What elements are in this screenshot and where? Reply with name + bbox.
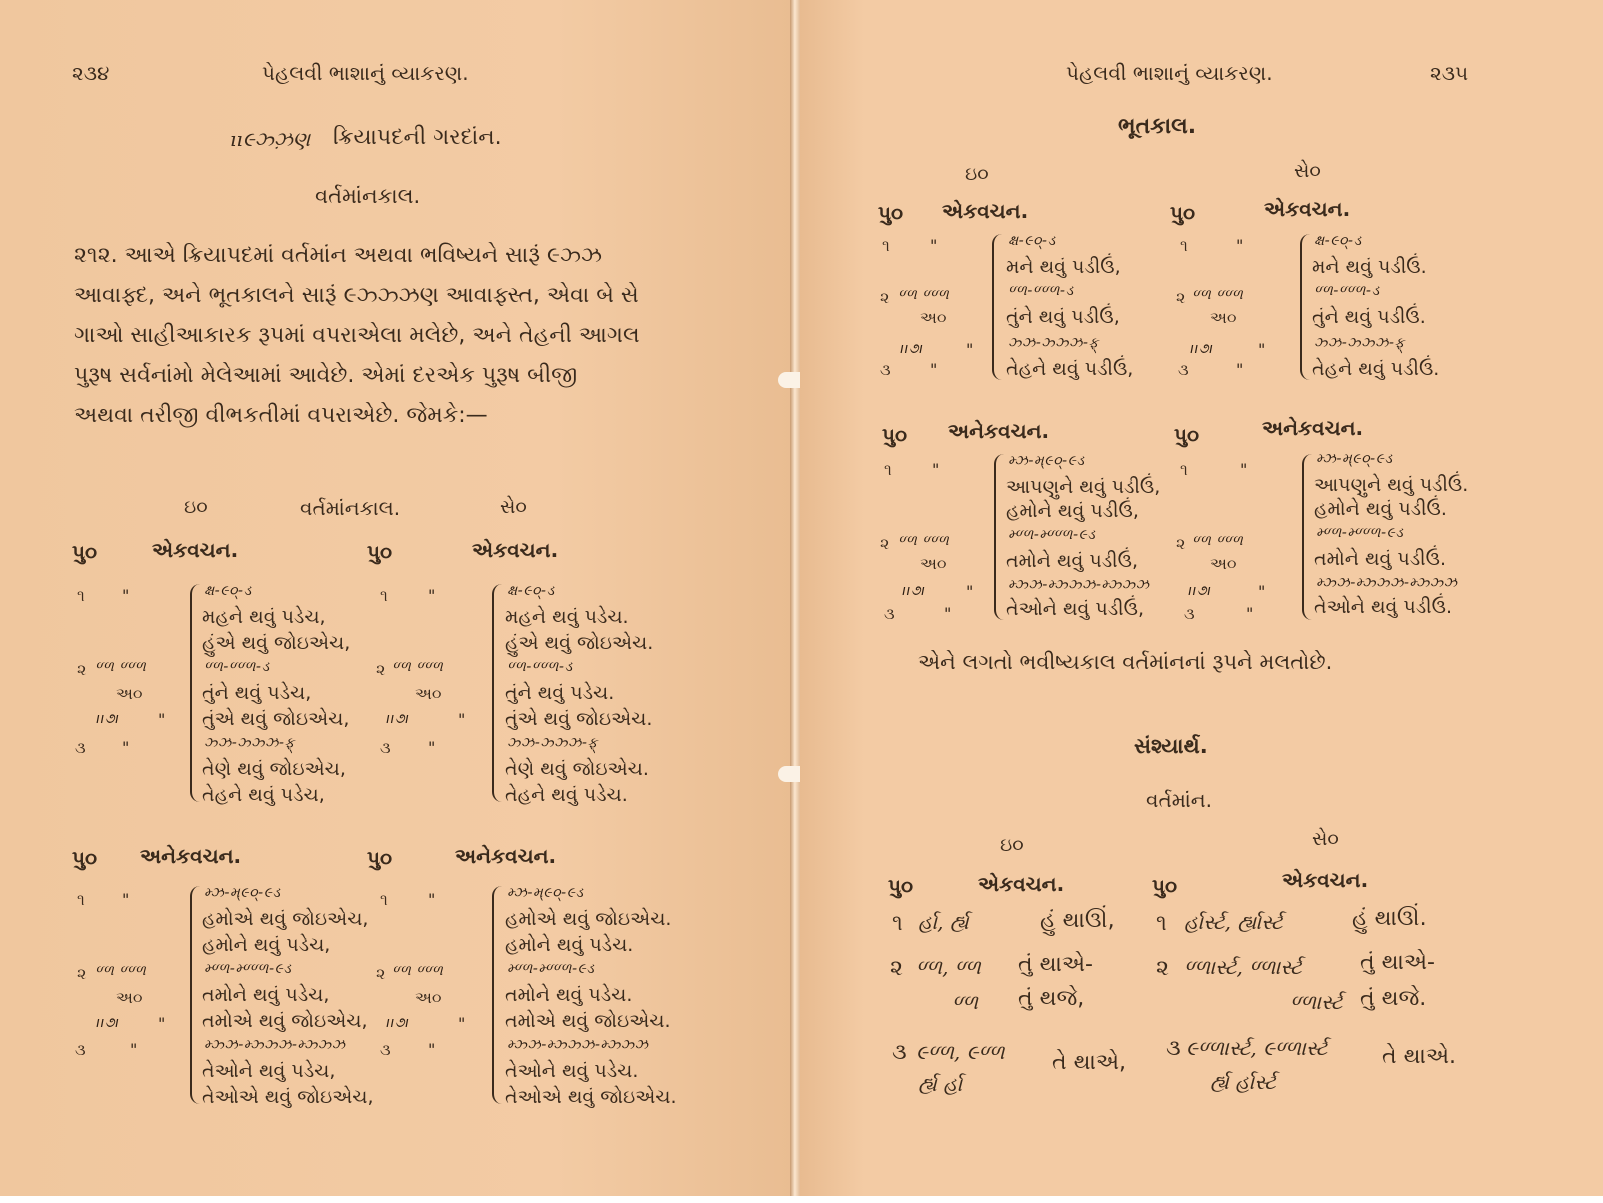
person-number: ૨ <box>77 660 87 679</box>
ditto-mark: " <box>458 1014 466 1033</box>
verb-form: હું થાઊં, <box>1040 908 1115 933</box>
verb-form: તેહને થવું પડેચ, <box>202 784 325 806</box>
person-number: ૧ <box>380 890 388 909</box>
ditto-mark: " <box>1240 460 1248 479</box>
running-head: પેહલવી ભાશાનું વ્યાકરણ. <box>1066 61 1273 85</box>
column-label: ઇ૦ <box>965 163 989 185</box>
number-label: અનેકવચન. <box>140 844 242 868</box>
person-label: પુ૦ <box>1152 874 1178 898</box>
ditto-mark: " <box>428 586 436 605</box>
verb-form: તુંને થવું પડીઉં. <box>1312 306 1426 328</box>
pahlavi-form: ળ્ળાર્સ્ટ <box>1290 990 1343 1014</box>
abbr-label: અ૦ <box>1210 554 1237 573</box>
verb-form: હમોએ થવું જોઇએચ, <box>202 908 369 930</box>
column-label: ઇ૦ <box>1000 834 1024 856</box>
bottom-margin <box>0 1196 1603 1203</box>
pahlavi-form: ક્ષ-૯૦્-ડ <box>1314 233 1362 249</box>
pahlavi-form: ર્હ્ય ર્હાર્સ્ટ <box>1210 1070 1276 1094</box>
pahlavi-side: ıı૭ı <box>902 583 926 599</box>
person-number: ૨ <box>890 956 903 981</box>
person-number: ૨ <box>376 660 386 679</box>
ditto-mark: " <box>1236 236 1244 255</box>
pahlavi-form: મ્ઝ-મ્૯૦્-૯ડ <box>204 885 281 901</box>
verb-form: આપણુને થવું પડીઉં. <box>1314 474 1469 496</box>
pahlavi-form: ળ્ળ-ળ્ળ્ળ-ડ <box>204 659 270 675</box>
verb-form: તેહને થવું પડેચ. <box>505 784 628 806</box>
pahlavi-side: ળ્ળ ળ્ળ્ળ <box>1192 287 1244 303</box>
person-label: પુ૦ <box>367 540 393 564</box>
pahlavi-form: મ્ઝ-મ્૯૦્-૯ડ <box>507 885 584 901</box>
verb-form: તેઓએ થવું જોઇએચ. <box>505 1086 677 1108</box>
intro-paragraph <box>74 236 694 436</box>
paragraph-line: ગાઓ સાહીઆકારક રૂપમાં વપરાએલા મલેછે, અને તેહની આગલ <box>74 323 640 348</box>
pahlavi-side: ıı૭ı <box>386 711 410 727</box>
number-label: અનેકવચન. <box>948 419 1050 443</box>
ditto-mark: " <box>1258 582 1266 601</box>
verb-form: તેહને થવું પડીઉં, <box>1006 358 1134 380</box>
verb-form: તેઓને થવું પડીઉં, <box>1006 598 1145 620</box>
number-label: એકવચન. <box>1264 197 1351 221</box>
ditto-mark: " <box>1246 604 1254 623</box>
page-number: ૨૩૫ <box>1430 61 1469 85</box>
brace <box>492 584 502 802</box>
pahlavi-form: ક્ષ-૯૦્-ડ <box>1008 233 1056 249</box>
section-title: ભૂતકાલ. <box>1118 114 1197 139</box>
pahlavi-side: ળ્ળ ળ્ળ્ળ <box>1192 533 1244 549</box>
brace <box>1302 454 1312 620</box>
person-number: ૨ <box>77 964 87 983</box>
person-number: ૨ <box>1176 534 1186 553</box>
pahlavi-form: મ્ળ્ળ-મ્ળ્ળ્ળ-૯ડ <box>204 961 292 977</box>
person-number: ૧ <box>1156 911 1167 936</box>
verb-form: તેઓને થવું પડેચ, <box>202 1060 336 1082</box>
pahlavi-form: મ્ળ્ળ-મ્ળ્ળ્ળ-૯ડ <box>1316 525 1404 541</box>
verb-form: મહને થવું પડેચ. <box>505 606 629 628</box>
ditto-mark: " <box>932 460 940 479</box>
column-label: સે૦ <box>1312 828 1339 850</box>
abbr-label: અ૦ <box>920 308 947 327</box>
verb-form: હમોને થવું પડેચ. <box>505 934 634 956</box>
pahlavi-side: ળ્ળ ળ્ળ્ળ <box>898 533 950 549</box>
pahlavi-form: ક્ષ-૯૦્-ડ <box>507 583 555 599</box>
verb-form: તમોને થવું પડેચ, <box>202 984 330 1006</box>
verb-form: તેઓને થવું પડેચ. <box>505 1060 639 1082</box>
person-number: ૩ <box>884 604 895 623</box>
ditto-mark: " <box>130 1040 138 1059</box>
verb-form: તેઓને થવું પડીઉં. <box>1314 596 1453 618</box>
ditto-mark: " <box>122 586 130 605</box>
ditto-mark: " <box>966 582 974 601</box>
verb-form: તુંને થવું પડીઉં, <box>1006 306 1120 328</box>
left-page <box>0 0 792 1196</box>
verb-form: મને થવું પડીઉં, <box>1006 256 1121 278</box>
section-subtitle: વર્તમાંનકાલ. <box>315 184 421 208</box>
person-number: ૧ <box>892 911 903 936</box>
verb-form: તુંને થવું પડેચ, <box>202 682 312 704</box>
pahlavi-form: ળ્ળ-ળ્ળ્ળ-ડ <box>1008 283 1074 299</box>
verb-form: તુંને થવું પડેચ. <box>505 682 615 704</box>
pahlavi-form: ઝ્ઝ-ઝ્ઝ્ઝ-ફ્ <box>1314 335 1405 351</box>
pahlavi-form: ળ્ળ, ળ્ળ <box>916 955 981 979</box>
abbr-label: અ૦ <box>415 684 442 703</box>
verb-form: હુંએ થવું જોઇએચ. <box>505 632 654 654</box>
number-label: એકવચન. <box>1282 868 1369 892</box>
abbr-label: અ૦ <box>116 684 143 703</box>
pahlavi-form: ળ્ળ <box>952 990 979 1014</box>
person-number: ૨ <box>880 534 890 553</box>
pahlavi-form: ર્હ્ય ર્હા <box>918 1072 963 1096</box>
number-label: અનેકવચન. <box>455 844 557 868</box>
person-number: ૧ <box>884 460 892 479</box>
ditto-mark: " <box>930 360 938 379</box>
page-number: ૨૩૪ <box>72 61 110 85</box>
verb-form: હુંએ થવું જોઇએચ, <box>202 632 351 654</box>
brace <box>992 234 1002 380</box>
ditto-mark: " <box>944 604 952 623</box>
person-label: પુ૦ <box>888 874 914 898</box>
running-head: પેહલવી ભાશાનું વ્યાકરણ. <box>262 61 469 85</box>
person-label: પુ૦ <box>1170 201 1196 225</box>
verb-form: તેઓએ થવું જોઇએચ, <box>202 1086 374 1108</box>
verb-form: તમોએ થવું જોઇએચ. <box>505 1010 671 1032</box>
section-subtitle: વર્તમાંન. <box>1146 788 1212 812</box>
person-number: ૩ <box>75 1040 86 1059</box>
ditto-mark: " <box>158 1014 166 1033</box>
pahlavi-side: ળ્ળ ળ્ળ્ળ <box>95 963 147 979</box>
abbr-label: અ૦ <box>920 554 947 573</box>
pahlavi-form: મ્ળ્ળ-મ્ળ્ળ્ળ-૯ડ <box>507 961 595 977</box>
pahlavi-side: ıı૭ı <box>1188 583 1212 599</box>
person-number: ૨ <box>1156 956 1169 981</box>
pahlavi-form: ળ્ળ-ળ્ળ્ળ-ડ <box>507 659 573 675</box>
paragraph-line: પુરૂષ સર્વનાંમો મેલેઆમાં આવેછે. એમાં દરએક પુરૂષ બીજી <box>74 363 578 388</box>
verb-form: તેણે થવું જોઇએચ, <box>202 758 346 780</box>
brace <box>1300 234 1310 380</box>
pahlavi-form: ૯ળ્ળ, ૯ળ્ળ <box>916 1040 1005 1064</box>
ditto-mark: " <box>930 236 938 255</box>
verb-form: તું થાએ- <box>1360 950 1435 975</box>
pahlavi-side: ıı૭ı <box>96 711 120 727</box>
brace <box>994 454 1004 620</box>
verb-form: તુંએ થવું જોઇએચ, <box>202 708 350 730</box>
paragraph-line: ૨૧૨. આએ ક્રિયાપદમાં વર્તમાંન અથવા ભવિષ્યને સારૂં ૯ઝ્ઝ <box>74 243 603 268</box>
paragraph-line: આવાફ્દ, અને ભૂતકાલને સારૂં ૯ઝ્ઝ્ઝણ આવાફ્સ્ત, એવા બે સે <box>74 283 639 308</box>
person-number: ૧ <box>77 586 85 605</box>
verb-form: હમોને થવું પડીઉં. <box>1314 498 1447 520</box>
verb-form: મને થવું પડીઉં. <box>1312 256 1427 278</box>
pahlavi-form: ળ્ળાર્સ્ટ, ળ્ળાર્સ્ટ <box>1184 955 1302 979</box>
verb-form: હમોને થવું પડીઉં, <box>1006 500 1139 522</box>
pahlavi-side: ળ્ળ ળ્ળ્ળ <box>898 287 950 303</box>
person-number: ૩ <box>380 738 391 757</box>
verb-form: તેહને થવું પડીઉં. <box>1312 358 1440 380</box>
verb-form: તુંએ થવું જોઇએચ. <box>505 708 653 730</box>
column-label: સે૦ <box>1294 160 1321 182</box>
person-label: પુ૦ <box>72 540 98 564</box>
person-label: પુ૦ <box>882 423 908 447</box>
verb-form: તે થાએ, <box>1052 1050 1127 1075</box>
verb-form: તમોને થવું પડીઉં, <box>1006 550 1139 572</box>
verb-form: તે થાએ. <box>1382 1044 1457 1069</box>
person-number: ૧ <box>1180 460 1188 479</box>
section-title: ક્રિયાપદની ગરદાંન. <box>333 125 502 150</box>
column-label: સે૦ <box>500 496 527 518</box>
pahlavi-form: મ્ઝ-મ્૯૦્-૯ડ <box>1316 451 1393 467</box>
verb-form: હમોએ થવું જોઇએચ. <box>505 908 672 930</box>
person-label: પુ૦ <box>1174 423 1200 447</box>
brace <box>190 584 200 802</box>
verb-form: તું થજે, <box>1018 986 1085 1011</box>
pahlavi-form: મ્ઝ્ઝ-મ્ઝ્ઝ્ઝ-મ્ઝ્ઝ્ઝ <box>1008 577 1150 593</box>
pahlavi-form: ૯ળ્ળાર્સ્ટ, ૯ળ્ળાર્સ્ટ <box>1186 1036 1328 1060</box>
pahlavi-side: ıı૭ı <box>1190 341 1214 357</box>
pahlavi-side: ળ્ળ ળ્ળ્ળ <box>392 963 444 979</box>
pahlavi-form: ળ્ળ-ળ્ળ્ળ-ડ <box>1314 283 1380 299</box>
person-number: ૧ <box>380 586 388 605</box>
column-label: ઇ૦ <box>184 496 208 518</box>
pahlavi-form: ર્હા, ર્હ્ય <box>918 910 969 934</box>
pahlavi-side: ળ્ળ ળ્ળ્ળ <box>95 659 147 675</box>
person-number: ૩ <box>1184 604 1195 623</box>
person-number: ૩ <box>1178 360 1189 379</box>
verb-form: તમોને થવું પડીઉં. <box>1314 548 1447 570</box>
pahlavi-side: ળ્ળ ળ્ળ્ળ <box>392 659 444 675</box>
number-label: એકવચન. <box>472 538 559 562</box>
table-title: વર્તમાંનકાલ. <box>300 496 401 520</box>
pahlavi-form: ઝ્ઝ-ઝ્ઝ્ઝ-ફ્ <box>1008 335 1099 351</box>
person-number: ૩ <box>1166 1036 1181 1061</box>
verb-form: હું થાઊં. <box>1352 906 1427 931</box>
number-label: અનેકવચન. <box>1262 416 1364 440</box>
person-number: ૩ <box>75 738 86 757</box>
pahlavi-title-word: ıı૯ઝ્ઝ઼ણ <box>230 127 311 151</box>
person-label: પુ૦ <box>72 846 98 870</box>
ditto-mark: " <box>1258 340 1266 359</box>
ditto-mark: " <box>428 738 436 757</box>
abbr-label: અ૦ <box>1210 308 1237 327</box>
person-number: ૨ <box>880 288 890 307</box>
person-number: ૩ <box>380 1040 391 1059</box>
pahlavi-side: ıı૭ı <box>386 1015 410 1031</box>
verb-form: હમોને થવું પડેચ, <box>202 934 331 956</box>
pahlavi-form: ક્ષ-૯૦્-ડ <box>204 583 252 599</box>
pahlavi-form: મ્ઝ્ઝ-મ્ઝ્ઝ્ઝ-મ્ઝ્ઝ્ઝ <box>204 1037 346 1053</box>
pahlavi-form: ર્હાર્સ્ટ, ર્હ્યાર્સ્ટ <box>1184 910 1283 934</box>
person-number: ૧ <box>882 236 890 255</box>
number-label: એકવચન. <box>152 538 239 562</box>
verb-form: તું થજે. <box>1360 986 1427 1011</box>
verb-form: તમોને થવું પડેચ. <box>505 984 633 1006</box>
pahlavi-form: મ્ઝ્ઝ-મ્ઝ્ઝ્ઝ-મ્ઝ્ઝ્ઝ <box>507 1037 649 1053</box>
person-number: ૩ <box>880 360 891 379</box>
person-number: ૧ <box>1180 236 1188 255</box>
ditto-mark: " <box>428 1040 436 1059</box>
person-number: ૧ <box>77 890 85 909</box>
person-number: ૨ <box>1176 288 1186 307</box>
abbr-label: અ૦ <box>415 988 442 1007</box>
number-label: એકવચન. <box>978 872 1065 896</box>
ditto-mark: " <box>1236 360 1244 379</box>
section-title: સંશ્યાર્થ. <box>1134 734 1208 758</box>
pahlavi-side: ıı૭ı <box>96 1015 120 1031</box>
ditto-mark: " <box>966 340 974 359</box>
pahlavi-form: મ્ઝ-મ્૯૦્-૯ડ <box>1008 453 1085 469</box>
pahlavi-side: ıı૭ı <box>900 341 924 357</box>
ditto-mark: " <box>122 738 130 757</box>
verb-form: તેણે થવું જોઇએચ. <box>505 758 649 780</box>
pahlavi-form: ઝ્ઝ-ઝ્ઝ્ઝ-ફ્ <box>507 735 598 751</box>
brace <box>190 886 200 1104</box>
ditto-mark: " <box>428 890 436 909</box>
verb-form: આપણુને થવું પડીઉં, <box>1006 476 1161 498</box>
verb-form: તું થાએ- <box>1018 952 1093 977</box>
ditto-mark: " <box>122 890 130 909</box>
pahlavi-form: ઝ્ઝ-ઝ્ઝ્ઝ-ફ્ <box>204 735 295 751</box>
person-number: ૩ <box>892 1040 907 1065</box>
pahlavi-form: મ્ળ્ળ-મ્ળ્ળ્ળ-૯ડ <box>1008 527 1096 543</box>
verb-form: મહને થવું પડેચ, <box>202 606 326 628</box>
verb-form: તમોએ થવું જોઇએચ, <box>202 1010 368 1032</box>
paragraph-line: અથવા તરીજી વીભકતીમાં વપરાએછે. જેમકે:— <box>74 403 488 428</box>
note-text: એને લગતો ભવીષ્યકાલ વર્તમાંનનાં રૂપને મલતોછે. <box>918 650 1333 674</box>
right-page <box>800 0 1603 1196</box>
person-number: ૨ <box>376 964 386 983</box>
abbr-label: અ૦ <box>116 988 143 1007</box>
number-label: એકવચન. <box>942 199 1029 223</box>
ditto-mark: " <box>458 710 466 729</box>
pahlavi-form: મ્ઝ્ઝ-મ્ઝ્ઝ્ઝ-મ્ઝ્ઝ્ઝ <box>1316 575 1458 591</box>
ditto-mark: " <box>158 710 166 729</box>
person-label: પુ૦ <box>878 201 904 225</box>
person-label: પુ૦ <box>367 846 393 870</box>
brace <box>492 886 502 1104</box>
